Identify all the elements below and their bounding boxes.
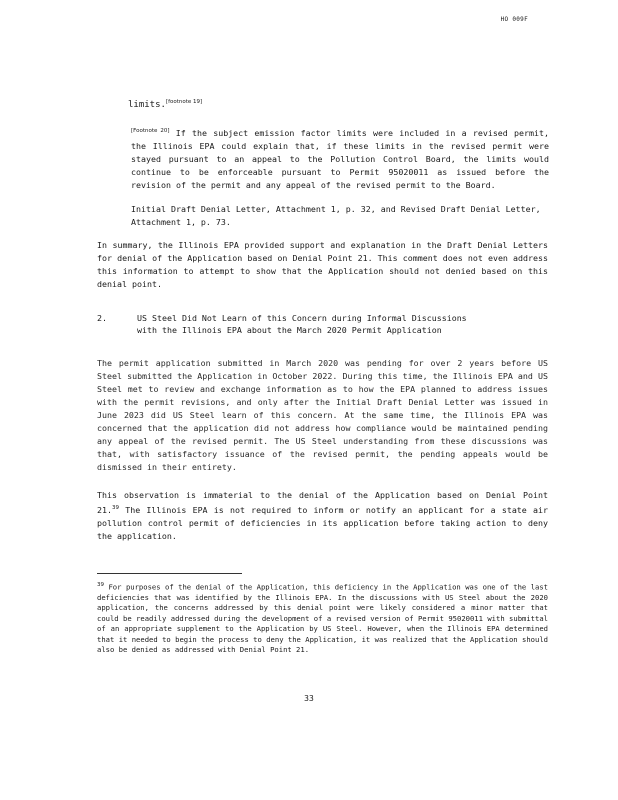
block-quote bbox=[131, 125, 549, 192]
section-title: US Steel Did Not Learn of this Concern during Informal Discussions with the Illinois EPA about the March 2020 Permit Application bbox=[137, 313, 467, 335]
limits-footnote-ref: [footnote 19] bbox=[165, 99, 203, 105]
quote-text: If the subject emission factor limits were included in a revised permit, the Illinois EPA could explain that, if these limits in the revised permit were stayed pursuant to an appeal to the Pollution Control Board, the limits would continue to be enforceable pursuant to Permit 95020011 as issued before the revision of the permit and any appeal of the revised permit to the Board. bbox=[131, 127, 549, 190]
section-number: 2. bbox=[97, 313, 107, 323]
observation-text-end: The Illinois EPA is not required to inform or notify an applicant for a state air pollution control permit of deficiencies in its application before taking action to deny the application. bbox=[97, 504, 548, 541]
footnote-separator bbox=[97, 573, 242, 574]
observation-paragraph bbox=[97, 489, 548, 543]
page-number: 33 bbox=[304, 694, 314, 703]
page-header-code: HO 009F bbox=[500, 16, 528, 23]
footnote-text: For purposes of the denial of the Application, this deficiency in the Application was one of the last deficiencies that was identified by the Illinois EPA. In the discussions with US Steel about the 2020 application, the concerns addressed by this denial point were likely considered a minor matter that could be readily addressed during the development of a revised version of Permit 95020011 with submittal of an appropriate supplement to the Application by US Steel. However, when the Illinois EPA determined that it needed to begin the process to deny the Application, it was realized that the Application should also be denied as addressed with Denial Point 21. bbox=[97, 582, 549, 655]
quote-citation: Initial Draft Denial Letter, Attachment 1, p. 32, and Revised Draft Denial Letter, Attachment 1, p. 73. bbox=[131, 204, 541, 227]
observation-text-start: This observation is immaterial to the denial of the Application based on Denial Point 21. bbox=[97, 490, 548, 515]
footnote bbox=[97, 580, 548, 656]
summary-paragraph: In summary, the Illinois EPA provided support and explanation in the Draft Denial Letters for denial of the Application based on Denial Point 21. This comment does not even address this information to attempt to show that the Application should not denied based on this denial point. bbox=[97, 240, 548, 289]
limits-text: limits. bbox=[128, 100, 166, 110]
footnote-number: 39 bbox=[97, 582, 104, 588]
background-paragraph: The permit application submitted in March 2020 was pending for over 2 years before US Steel submitted the Application in October 2022. During this time, the Illinois EPA and US Steel met to review and exchange information as to how the EPA planned to address issues with the permit revisions, and only after the Initial Draft Denial Letter was issued in June 2023 did US Steel learn of this concern. At the same time, the Illinois EPA was concerned that the application did not address how compliance would be maintained pending any appeal of the revised permit. The US Steel understanding from these discussions was that, with satisfactory issuance of the revised permit, the pending appeals would be dismissed in their entirety. bbox=[97, 358, 548, 472]
observation-footnote-ref: 39 bbox=[112, 505, 119, 511]
quote-footnote-ref: [Footnote 20] bbox=[131, 128, 170, 134]
limits-heading bbox=[128, 99, 202, 110]
